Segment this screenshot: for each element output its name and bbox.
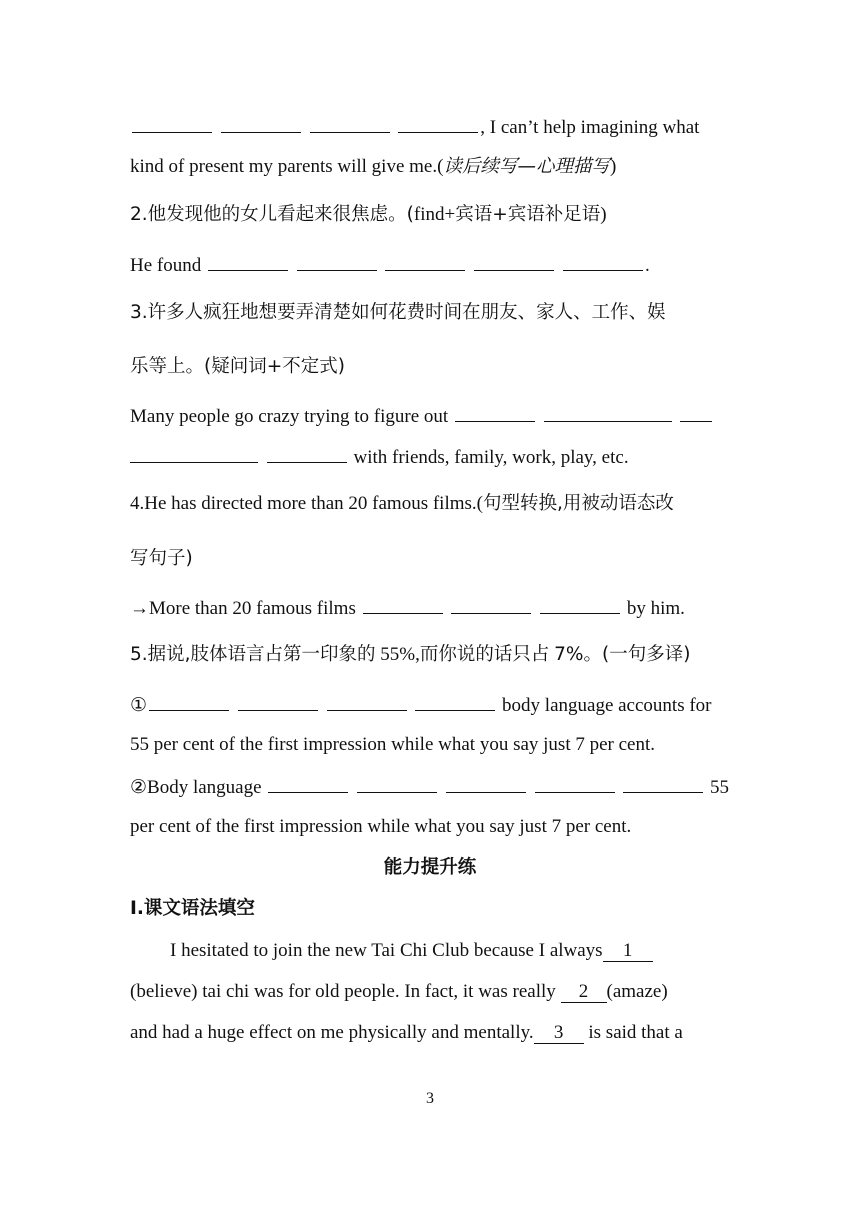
passage-text-2-end: (amaze) [606,981,668,1002]
q3-chinese-line-2 [130,355,345,379]
q5-option-2-line-2 [130,815,631,839]
q3-english-end: with friends, family, work, play, etc. [353,447,629,468]
passage-text-1: I hesitated to join the new Tai Chi Club because I always [170,940,603,961]
answer-blank[interactable] [540,595,620,614]
q4-english-text: 4.He has directed more than 20 famous films.( [130,493,483,514]
part-title: Ⅰ.课文语法填空 [130,898,255,919]
passage-text-2: (believe) tai chi was for old people. In fact, it was really [130,981,556,1002]
answer-blank[interactable] [327,692,407,711]
answer-blank[interactable] [680,403,712,422]
q5-chinese-d: 7%。(一句多译) [554,644,691,665]
answer-blank[interactable] [474,252,554,271]
answer-blank[interactable] [535,774,615,793]
q4-prompt-line-2 [130,547,193,571]
q2-hint-a: find+ [413,204,456,225]
q4-answer-end: by him. [626,598,685,619]
q3-english-line-1 [130,403,714,429]
q3-chinese-line-1 [130,301,666,325]
circled-number-1: ① [130,695,148,716]
q2-hint-b: 宾语+宾语补足语 [455,204,601,225]
answer-blank[interactable] [446,774,526,793]
q5-option-2-line-1 [130,774,729,800]
answer-blank[interactable] [623,774,703,793]
q5-option-2-end: 55 [710,777,730,798]
q5-option-1-end: body language accounts for [502,695,712,716]
q2-english-end: . [644,255,650,276]
q2-english-start: He found [130,255,202,276]
q3-chinese-text-2: 乐等上。(疑问词+不定式) [130,356,345,377]
q2-hint-close: ) [600,204,607,225]
q1-english-tail: , I can’t help imagining what [480,117,700,138]
q1-note-close: ) [609,156,617,177]
q5-chinese-a: 5.据说,肢体语言占第一印象的 [130,644,376,665]
answer-blank[interactable] [385,252,465,271]
answer-blank[interactable] [238,692,318,711]
numbered-blank-3[interactable]: 3 [534,1023,584,1044]
answer-blank[interactable] [130,444,258,463]
passage-text-3-end: is said that a [588,1022,683,1043]
q5-chinese-c: 而你说的话只占 [419,644,550,665]
answer-blank[interactable] [268,774,348,793]
passage-text-3: and had a huge effect on me physically and mentally. [130,1022,534,1043]
answer-blank[interactable] [221,114,301,133]
answer-blank[interactable] [451,595,531,614]
answer-blank[interactable] [267,444,347,463]
q5-option-2-start: ②Body language [130,777,262,798]
page-number: 3 [426,1090,434,1107]
q2-english [130,252,650,278]
q2-chinese-text: 2.他发现他的女儿看起来很焦虑。( [130,204,414,225]
answer-blank[interactable] [149,692,229,711]
answer-blank[interactable] [363,595,443,614]
q3-english-line-2 [130,444,629,470]
q4-answer [130,595,685,621]
q5-option-1-continuation: 55 per cent of the first impression while what you say just 7 per cent. [130,734,656,755]
passage-line-2 [130,980,668,1004]
answer-blank[interactable] [563,252,643,271]
q4-chinese-text-2: 写句子) [130,548,193,569]
answer-blank[interactable] [415,692,495,711]
q1-english-text: kind of present my parents will give me.( [130,156,444,177]
q5-option-1-line-1 [130,692,712,718]
numbered-blank-2[interactable]: 2 [561,982,607,1003]
q1-english-line-2 [130,155,616,179]
q3-chinese-text-1: 3.许多人疯狂地想要弄清楚如何花费时间在朋友、家人、工作、娱 [130,302,666,323]
q4-chinese-text: 句型转换,用被动语态改 [482,493,674,514]
q4-prompt-line-1 [130,492,674,516]
passage-line-3 [130,1021,683,1045]
q5-chinese-b: 55%, [380,644,420,665]
answer-blank[interactable] [357,774,437,793]
answer-blank[interactable] [297,252,377,271]
answer-blank[interactable] [310,114,390,133]
section-title: 能力提升练 [383,857,477,878]
q2-chinese [130,203,607,227]
answer-blank[interactable] [455,403,535,422]
q5-option-1-line-2 [130,733,655,757]
passage-line-1 [170,939,653,963]
q3-english-start: Many people go crazy trying to figure out [130,406,449,427]
answer-blank[interactable] [208,252,288,271]
q1-note: 读后续写—心理描写 [443,156,610,177]
q5-option-2-continuation: per cent of the first impression while what you say just 7 per cent. [130,816,632,837]
answer-blank[interactable] [544,403,672,422]
q5-chinese [130,643,690,667]
answer-blank[interactable] [132,114,212,133]
q1-english-line-1 [130,114,699,140]
numbered-blank-1[interactable]: 1 [603,941,653,962]
answer-blank[interactable] [398,114,478,133]
q4-answer-start: →More than 20 famous films [130,598,356,619]
